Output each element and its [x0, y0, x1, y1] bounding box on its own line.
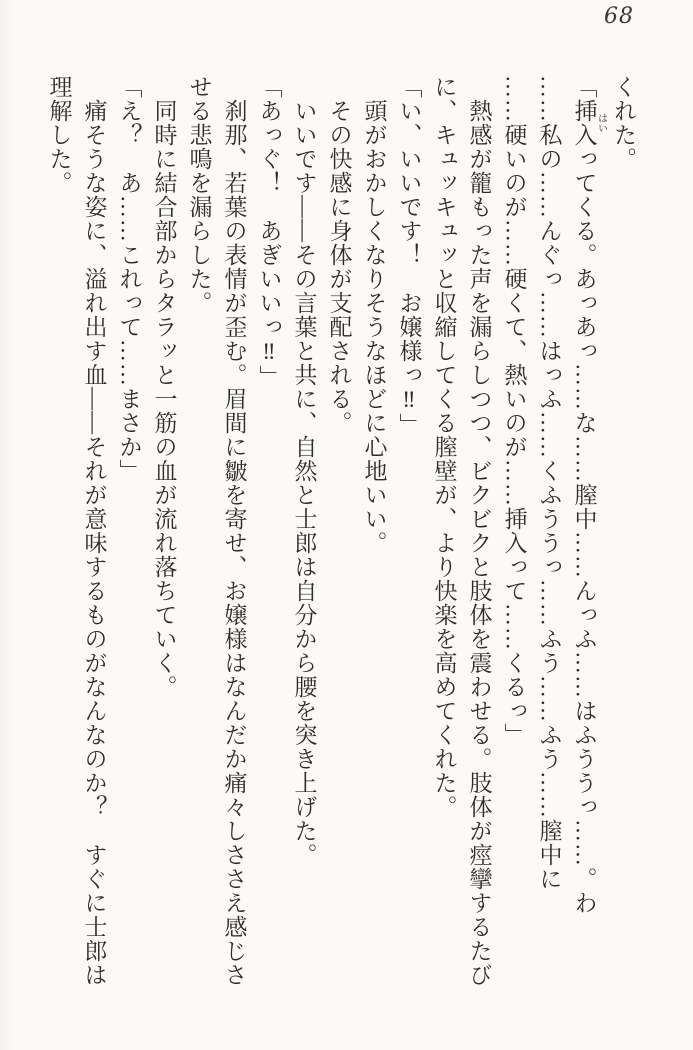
text-line: 「え？ あ……これって……まさか」 — [116, 75, 142, 483]
text-line: いいです——その言葉と共に、自然と士郎は自分から腰を突き上げた。 — [291, 99, 317, 867]
text-line: 同時に結合部からタラッと一筋の血が流れ落ちていく。 — [151, 99, 177, 699]
page-number: 68 — [604, 4, 634, 29]
text-line: せる悲鳴を漏らした。 — [186, 75, 212, 315]
text-line: ……硬いのが……硬くて、熱いのが……挿入って……くるっ」 — [501, 75, 527, 747]
furigana-ruby: 挿入 はい — [571, 99, 607, 147]
text-line: 頭がおかしくなりそうなほどに心地いい。 — [361, 99, 387, 555]
text-line: くれた。 — [611, 75, 636, 171]
text-line: その快感に身体が支配される。 — [326, 99, 352, 435]
text-line: ……私の……んぐっ……はっふ……くふううっ……ふう……ふう……膣中に — [536, 75, 562, 891]
text-line: 理解した。 — [46, 75, 72, 195]
text-line: に、キュッキュッと収縮してくる膣壁が、より快楽を高めてくれた。 — [431, 75, 457, 819]
vertical-text-block — [42, 75, 642, 1015]
text-line: 熱感が籠もった声を漏らしつつ、ビクビクと肢体を震わせる。肢体が痙攣するたび — [466, 99, 492, 987]
text-line: 刹那、若葉の表情が歪む。眉間に皺を寄せ、お嬢様はなんだか痛々しささえ感じさ — [221, 99, 247, 987]
text-line: 「い、いいです！ お嬢様っ‼」 — [396, 75, 422, 437]
text-line: 「あっぐ！ あぎいいっ‼」 — [256, 75, 282, 389]
text-line: 「挿入 はいってくる。あっあっ……な……膣中……んっふ……はふううっ……。わ — [571, 75, 607, 915]
text-line: 痛そうな姿に、溢れ出す血——それが意味するものがなんなのか？ すぐに士郎は — [81, 99, 107, 987]
